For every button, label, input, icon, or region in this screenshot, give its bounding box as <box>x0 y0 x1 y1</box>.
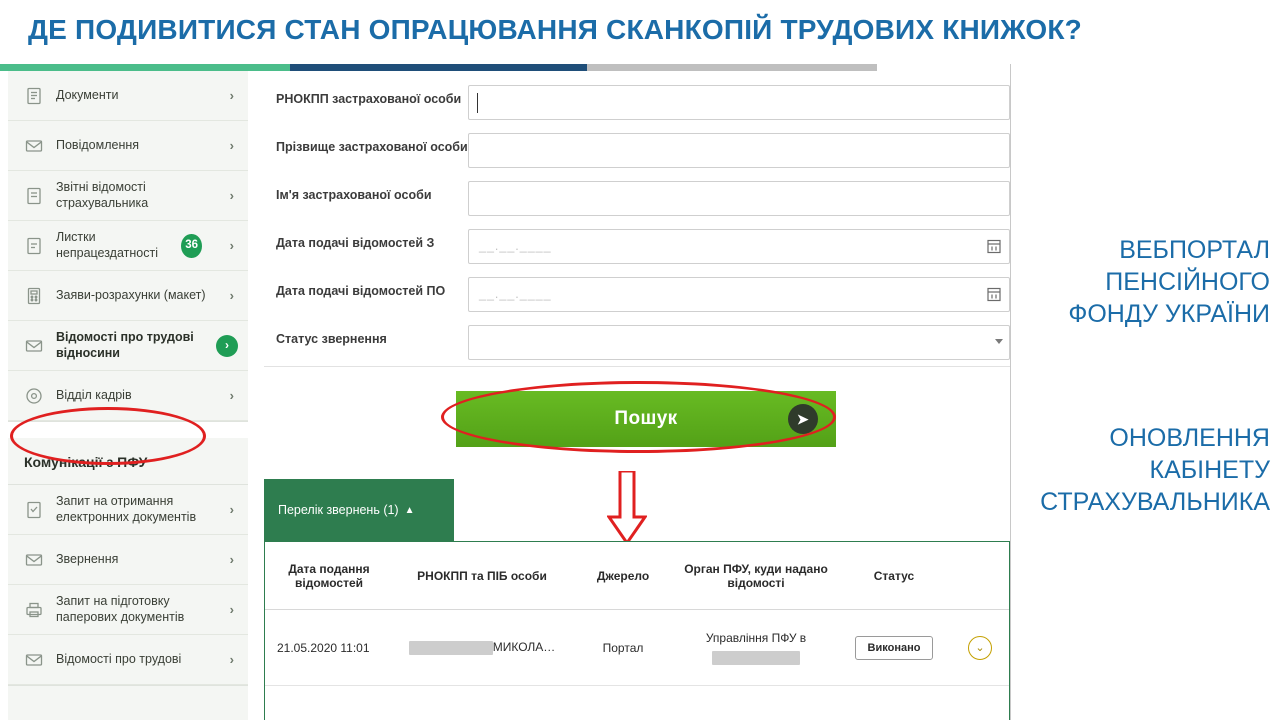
results-table <box>264 541 1010 720</box>
column-header-source: Джерело <box>596 568 650 583</box>
sidebar-item-label: Відомості про трудові відносини <box>56 329 194 360</box>
sidebar-item-documents[interactable] <box>8 71 248 121</box>
search-button[interactable] <box>456 391 836 447</box>
sidebar-item-labour-info[interactable] <box>8 635 248 685</box>
chevron-right-icon: › <box>229 651 234 667</box>
form-label: Прізвище застрахованої особи <box>276 140 468 154</box>
cell-source: Портал <box>602 640 644 655</box>
sidebar-item-labour-relations[interactable] <box>8 321 248 371</box>
sidebar-item-label: Запит на отримання електронних документів <box>56 493 197 524</box>
calc-icon <box>24 286 44 306</box>
form-row-lastname <box>276 133 1010 168</box>
sidebar-item-paper-documents[interactable] <box>8 585 248 635</box>
chevron-right-icon: › <box>229 601 234 617</box>
page-title: ДЕ ПОДИВИТИСЯ СТАН ОПРАЦЮВАННЯ СКАНКОПІЙ ТРУДОВИХ КНИЖОК? <box>28 14 1082 45</box>
annotation-down-arrow-icon <box>607 471 647 545</box>
status-badge: Виконано <box>855 636 934 660</box>
sidebar-divider <box>8 422 248 438</box>
form-row-date-from <box>276 229 1010 264</box>
caption-line-1: ВЕБПОРТАЛ ПЕНСІЙНОГО ФОНДУ УКРАЇНИ <box>1068 236 1270 328</box>
cell-status <box>837 636 951 660</box>
tab-appeals-list[interactable] <box>264 479 454 541</box>
chevron-right-icon: › <box>229 187 234 203</box>
sidebar-communications-menu <box>8 485 248 686</box>
sidebar-item-appeals[interactable] <box>8 535 248 585</box>
calendar-icon[interactable] <box>987 286 1001 302</box>
chevron-right-icon: › <box>216 335 238 357</box>
firstname-input[interactable] <box>468 181 1010 216</box>
date-to-input[interactable] <box>468 277 1010 312</box>
form-label: Статус звернення <box>276 332 387 346</box>
column-header-status: Статус <box>873 568 915 583</box>
search-form <box>264 71 1010 367</box>
chevron-right-icon: › <box>229 287 234 303</box>
table-row[interactable] <box>265 610 1009 686</box>
form-label: РНОКПП застрахованої особи <box>276 92 462 106</box>
sidebar-item-claim-calculations[interactable] <box>8 271 248 321</box>
tab-label: Перелік звернень (1) <box>278 503 399 517</box>
chevron-down-icon <box>995 339 1003 344</box>
caption-line-2: ОНОВЛЕННЯ КАБІНЕТУ СТРАХУВАЛЬНИКА <box>1040 424 1270 516</box>
date-placeholder: __.__.____ <box>479 287 552 301</box>
chevron-right-icon: › <box>229 87 234 103</box>
search-button-area <box>264 367 1010 473</box>
form-label: Дата подачі відомостей З <box>276 236 435 250</box>
status-badge: 36 <box>181 234 202 258</box>
form-row-rnokpp <box>276 85 1010 120</box>
sidebar-item-label: Запит на підготовку паперових документів <box>56 593 185 624</box>
sidebar-item-label: Звернення <box>56 551 119 566</box>
cell-office <box>675 631 837 665</box>
sidebar-item-label: Відомості про трудові <box>56 651 182 666</box>
sicklist-icon <box>24 236 44 256</box>
table-header-row <box>265 542 1009 610</box>
sidebar-item-label: Листки непрацездатності <box>56 229 158 260</box>
cell-person <box>393 640 571 655</box>
form-row-status <box>276 325 1010 360</box>
cell-date: 21.05.2020 11:01 <box>277 640 370 655</box>
sidebar-item-label: Відділ кадрів <box>56 387 132 402</box>
sidebar-item-reports[interactable] <box>8 171 248 221</box>
cell-expand[interactable] <box>951 636 1009 660</box>
sidebar-item-hr-department[interactable] <box>8 371 248 421</box>
chevron-right-icon: › <box>229 551 234 567</box>
sidebar-item-label: Повідомлення <box>56 137 140 152</box>
status-select[interactable] <box>468 325 1010 360</box>
chevron-right-icon: › <box>229 501 234 517</box>
column-header-person: РНОКПП та ПІБ особи <box>417 568 547 583</box>
main-panel <box>264 71 1010 720</box>
date-from-input[interactable] <box>468 229 1010 264</box>
form-row-firstname <box>276 181 1010 216</box>
redaction-bar <box>409 641 493 655</box>
envelope-icon <box>24 650 44 670</box>
document-icon <box>24 86 44 106</box>
form-row-date-to <box>276 277 1010 312</box>
rnokpp-input[interactable] <box>468 85 1010 120</box>
request-icon <box>24 500 44 520</box>
printer-icon <box>24 600 44 620</box>
envelope-icon <box>24 336 44 356</box>
column-header-office: Орган ПФУ, куди надано відомості <box>684 561 828 590</box>
rule-bar-gray <box>587 64 877 71</box>
sidebar-item-label: Документи <box>56 87 119 102</box>
sidebar-item-label: Звітні відомості страхувальника <box>56 179 149 210</box>
screenshot-region <box>0 71 1010 720</box>
rule-bar-blue <box>290 64 587 71</box>
rule-bar-green <box>0 64 290 71</box>
hr-icon <box>24 386 44 406</box>
sidebar-item-sick-leaves[interactable] <box>8 221 248 271</box>
calendar-icon[interactable] <box>987 238 1001 254</box>
sidebar-item-messages[interactable] <box>8 121 248 171</box>
chevron-right-icon: › <box>229 137 234 153</box>
column-header-date: Дата подання відомостей <box>288 561 370 590</box>
redaction-bar <box>712 651 800 665</box>
sidebar <box>8 71 248 720</box>
chevron-up-icon: ▲ <box>404 504 415 516</box>
chevron-down-icon[interactable]: ⌄ <box>968 636 992 660</box>
sidebar-item-edoc-request[interactable] <box>8 485 248 535</box>
right-caption-panel <box>1010 64 1280 720</box>
form-label: Ім'я застрахованої особи <box>276 188 432 202</box>
arrow-right-icon: ➤ <box>788 404 818 434</box>
sidebar-section-title: Комунікації з ПФУ <box>8 438 248 485</box>
report-icon <box>24 186 44 206</box>
envelope-icon <box>24 136 44 156</box>
chevron-right-icon: › <box>229 237 234 253</box>
chevron-right-icon: › <box>229 387 234 403</box>
envelope-icon <box>24 550 44 570</box>
lastname-input[interactable] <box>468 133 1010 168</box>
sidebar-item-label: Заяви-розрахунки (макет) <box>56 287 206 302</box>
search-button-label: Пошук <box>614 408 678 429</box>
text-caret <box>477 93 478 113</box>
sidebar-main-menu <box>8 71 248 422</box>
cell-person-text: МИКОЛА… <box>492 640 556 655</box>
form-label: Дата подачі відомостей ПО <box>276 284 446 298</box>
date-placeholder: __.__.____ <box>479 239 552 253</box>
cell-office-text: Управління ПФУ в <box>705 630 807 645</box>
